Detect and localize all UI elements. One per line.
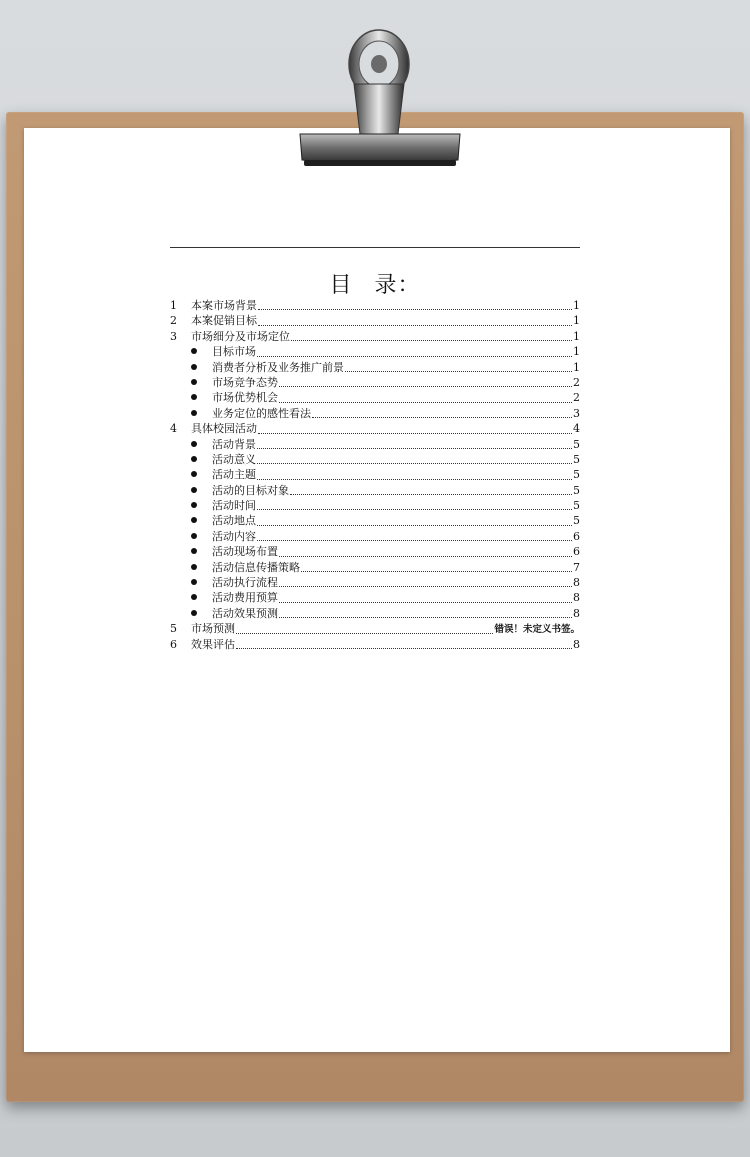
toc-entry[interactable]	[170, 313, 580, 328]
toc-entry-number: 3	[170, 329, 177, 343]
dot-leader	[290, 493, 572, 495]
toc-entry[interactable]	[170, 544, 580, 559]
table-of-contents	[170, 298, 580, 652]
dot-leader	[258, 308, 572, 310]
toc-entry-label: 市场优势机会	[212, 391, 278, 405]
dot-leader	[312, 416, 572, 418]
dot-leader	[257, 355, 572, 357]
toc-entry-page: 1	[573, 345, 580, 359]
toc-entry-page: 2	[573, 375, 580, 389]
dot-leader	[236, 647, 572, 649]
toc-entry-number: 5	[170, 622, 177, 636]
dot-leader	[257, 447, 572, 449]
binder-clip-icon	[290, 22, 470, 172]
toc-entry-page: 1	[573, 314, 580, 328]
dot-leader	[257, 462, 572, 464]
toc-entry[interactable]	[170, 590, 580, 605]
toc-entry-page: 8	[573, 591, 580, 605]
toc-entry-page: 5	[573, 452, 580, 466]
toc-entry[interactable]	[170, 298, 580, 313]
toc-entry-number: 6	[170, 637, 177, 651]
toc-entry-page: 5	[573, 483, 580, 497]
toc-entry-label: 活动效果预测	[212, 606, 278, 620]
toc-entry-number: 2	[170, 314, 177, 328]
dot-leader	[258, 324, 572, 326]
toc-entry[interactable]	[170, 375, 580, 390]
toc-entry-label: 活动意义	[212, 452, 256, 466]
dot-leader	[257, 478, 572, 480]
dot-leader	[257, 539, 572, 541]
toc-entry-label: 活动背景	[212, 437, 256, 451]
dot-leader	[279, 555, 572, 557]
toc-entry-page: 1	[573, 360, 580, 374]
toc-entry-error: 错误！未定义书签。	[494, 624, 580, 636]
toc-entry-page: 1	[573, 299, 580, 312]
dot-leader	[301, 570, 572, 572]
toc-entry-label: 市场预测	[191, 622, 235, 636]
toc-entry-label: 活动信息传播策略	[212, 560, 300, 574]
toc-entry[interactable]	[170, 452, 580, 467]
toc-entry[interactable]	[170, 329, 580, 344]
toc-entry-label: 本案促销目标	[191, 314, 257, 328]
dot-leader	[257, 508, 572, 510]
toc-entry[interactable]	[170, 390, 580, 405]
dot-leader	[257, 524, 572, 526]
toc-entry[interactable]	[170, 437, 580, 452]
toc-entry[interactable]	[170, 344, 580, 359]
toc-entry-page: 6	[573, 545, 580, 559]
toc-entry-label: 市场细分及市场定位	[191, 329, 290, 343]
toc-entry-page: 1	[573, 329, 580, 343]
toc-entry-page: 5	[573, 468, 580, 482]
toc-entry-page: 8	[573, 606, 580, 620]
toc-entry-page: 5	[573, 499, 580, 513]
toc-entry-label: 活动地点	[212, 514, 256, 528]
dot-leader	[258, 432, 572, 434]
toc-entry[interactable]	[170, 529, 580, 544]
toc-title-part1: 目	[329, 273, 353, 298]
toc-entry[interactable]	[170, 498, 580, 513]
toc-entry[interactable]	[170, 406, 580, 421]
dot-leader	[279, 601, 572, 603]
dot-leader	[279, 616, 572, 618]
toc-title	[170, 268, 580, 299]
toc-entry-page: 5	[573, 514, 580, 528]
toc-entry-label: 活动内容	[212, 529, 256, 543]
toc-entry-page: 3	[573, 406, 580, 420]
toc-entry[interactable]	[170, 606, 580, 621]
dot-leader	[279, 385, 572, 387]
toc-entry-number: 1	[170, 299, 177, 312]
header-rule	[170, 247, 580, 248]
toc-entry[interactable]	[170, 637, 580, 652]
toc-entry-page: 7	[573, 560, 580, 574]
toc-entry-number: 4	[170, 422, 177, 436]
toc-entry-label: 业务定位的感性看法	[212, 406, 311, 420]
toc-entry-label: 具体校园活动	[191, 422, 257, 436]
dot-leader	[291, 339, 572, 341]
toc-entry-label: 活动时间	[212, 499, 256, 513]
toc-entry-label: 市场竞争态势	[212, 375, 278, 389]
toc-entry-label: 活动执行流程	[212, 576, 278, 590]
toc-entry-label: 活动主题	[212, 468, 256, 482]
toc-entry-page: 2	[573, 391, 580, 405]
dot-leader	[345, 370, 572, 372]
toc-entry[interactable]	[170, 575, 580, 590]
toc-entry-label: 活动费用预算	[212, 591, 278, 605]
toc-entry[interactable]	[170, 513, 580, 528]
toc-entry-label: 本案市场背景	[191, 299, 257, 312]
toc-entry[interactable]	[170, 560, 580, 575]
toc-entry[interactable]	[170, 483, 580, 498]
toc-entry-label: 效果评估	[191, 637, 235, 651]
toc-entry-page: 5	[573, 437, 580, 451]
toc-entry[interactable]	[170, 360, 580, 375]
toc-entry-label: 目标市场	[212, 345, 256, 359]
dot-leader	[279, 401, 572, 403]
toc-entry[interactable]	[170, 621, 580, 636]
dot-leader	[279, 585, 572, 587]
toc-entry[interactable]	[170, 467, 580, 482]
toc-entry-label: 活动现场布置	[212, 545, 278, 559]
toc-entry-page: 8	[573, 576, 580, 590]
toc-title-part2: 录：	[374, 273, 421, 298]
toc-entry-page: 8	[573, 637, 580, 651]
toc-entry[interactable]	[170, 421, 580, 436]
toc-entry-label: 活动的目标对象	[212, 483, 289, 497]
toc-entry-label: 消费者分析及业务推广前景	[212, 360, 344, 374]
toc-entry-page: 4	[573, 422, 580, 436]
dot-leader	[236, 632, 493, 634]
toc-entry-page: 6	[573, 529, 580, 543]
